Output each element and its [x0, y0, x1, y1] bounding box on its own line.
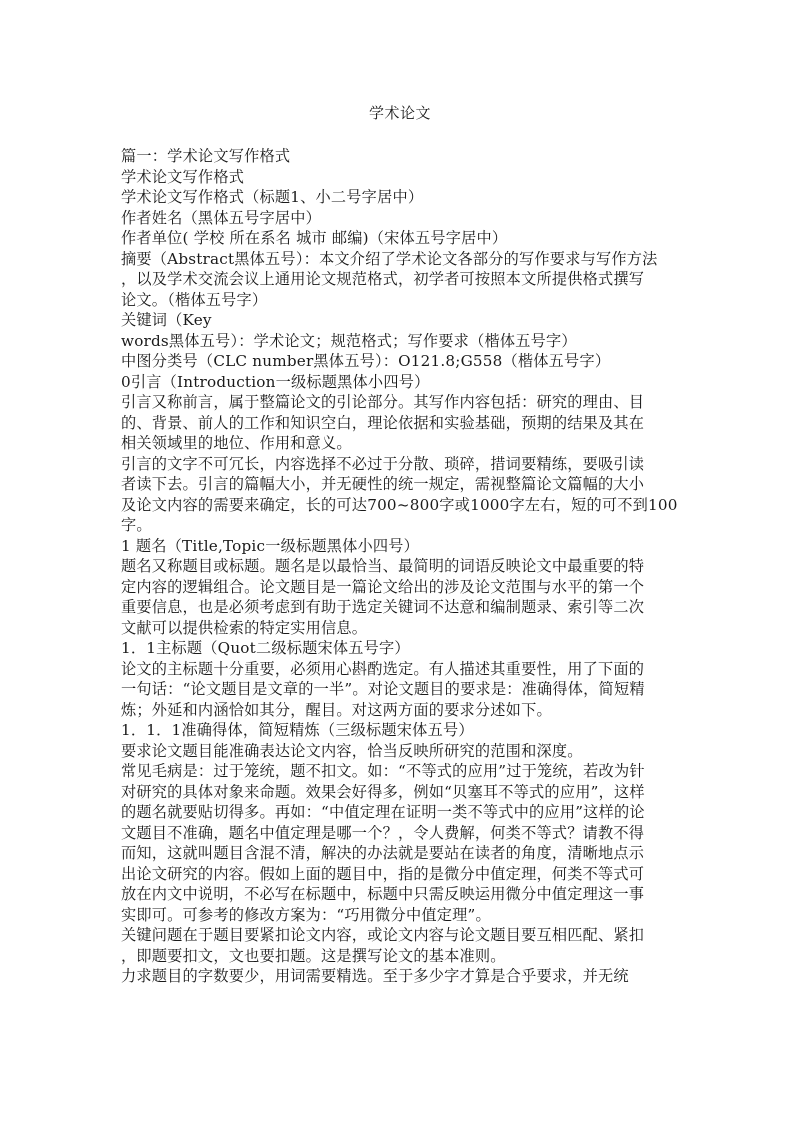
body-line: 力求题目的字数要少，用词需要精选。至于多少字才算是合乎要求，并无统	[121, 967, 629, 985]
body-line: 的、背景、前人的工作和知识空白，理论依据和实验基础，预期的结果及其在	[121, 413, 645, 432]
body-line: 1．1．1准确得体，简短精炼（三级标题宋体五号）	[121, 721, 474, 739]
body-line: 论文的主标题十分重要，必须用心斟酌选定。有人描述其重要性，用了下面的	[121, 659, 645, 678]
body-line: 定内容的逻辑组合。论文题目是一篇论文给出的涉及论文范围与水平的第一个	[121, 577, 645, 596]
document-body	[121, 146, 681, 987]
body-line: 要求论文题目能准确表达论文内容，恰当反映所研究的范围和深度。	[121, 741, 583, 760]
body-line: 1 题名（Title,Topic一级标题黑体小四号）	[121, 536, 420, 555]
body-line: words黑体五号）：学术论文；规范格式；写作要求（楷体五号字）	[121, 331, 577, 350]
body-line: 题名又称题目或标题。题名是以最恰当、最简明的词语反映论文中最重要的特	[121, 557, 645, 575]
body-line: 出论文研究的内容。假如上面的题目中，指的是微分中值定理，何类不等式可	[121, 864, 645, 883]
body-line: 0引言（Introduction一级标题黑体小四号）	[121, 372, 430, 391]
body-line: 摘要（Abstract黑体五号）：本文介绍了学术论文各部分的写作要求与写作方法	[121, 249, 658, 268]
body-line: 学术论文写作格式（标题1、小二号字居中）	[121, 188, 424, 206]
body-line: 文题目不准确，题名中值定理是哪一个？，令人费解，何类不等式？请教不得	[121, 823, 645, 842]
body-line: 引言的文字不可冗长，内容选择不必过于分散、琐碎，措词要精练，要吸引读	[121, 454, 645, 473]
body-line: 学术论文写作格式	[121, 167, 245, 186]
body-line: 篇一：学术论文写作格式	[121, 147, 291, 165]
body-line: 中图分类号（CLC number黑体五号）：O121.8;G558（楷体五号字）	[121, 352, 611, 370]
body-line: 的题名就要贴切得多。再如：“中值定理在证明一类不等式中的应用”这样的论	[121, 803, 645, 821]
body-line: 一句话：“论文题目是文章的一半”。对论文题目的要求是：准确得体，简短精	[121, 680, 645, 698]
body-line: 而知，这就叫题目含混不清，解决的办法就是要站在读者的角度，清晰地点示	[121, 844, 645, 862]
document-title: 学术论文	[368, 104, 431, 122]
body-line: 者读下去。引言的篇幅大小，并无硬性的统一规定，需视整篇论文篇幅的大小	[121, 475, 645, 493]
body-line: 及论文内容的需要来确定，长的可达700~800字或1000字左右，短的可不到100	[121, 495, 678, 514]
body-line: 引言又称前言，属于整篇论文的引论部分。其写作内容包括：研究的理由、目	[121, 393, 645, 411]
body-line: 作者单位( 学校 所在系名 城市 邮编)（宋体五号字居中）	[121, 229, 508, 247]
body-line: 相关领域里的地位、作用和意义。	[121, 434, 352, 452]
body-line: 常见毛病是：过于笼统，题不扣文。如：“不等式的应用”过于笼统，若改为针	[121, 762, 645, 780]
body-line: 论文。（楷体五号字）	[121, 290, 268, 309]
body-line: ，以及学术交流会议上通用论文规范格式，初学者可按照本文所提供格式撰写	[121, 270, 645, 288]
body-line: 重要信息，也是必须考虑到有助于选定关键词不达意和编制题录、索引等二次	[121, 598, 645, 616]
body-line: 作者姓名（黑体五号字居中）	[121, 208, 322, 227]
body-line: 1．1主标题（Quot二级标题宋体五号字）	[121, 639, 410, 657]
body-line: 关键词（Key	[121, 311, 212, 329]
body-line: ，即题要扣文，文也要扣题。这是撰写论文的基本准则。	[121, 946, 506, 965]
body-line: 文献可以提供检索的特定实用信息。	[121, 618, 368, 637]
body-line: 炼；外延和内涵恰如其分，醒目。对这两方面的要求分述如下。	[121, 700, 552, 719]
body-line: 实即可。可参考的修改方案为：“巧用微分中值定理”。	[121, 905, 491, 924]
body-line: 放在内文中说明，不必写在标题中，标题中只需反映运用微分中值定理这一事	[121, 885, 645, 903]
body-line: 对研究的具体对象来命题。效果会好得多，例如“贝塞耳不等式的应用”，这样	[121, 782, 645, 801]
body-line: 关键问题在于题目要紧扣论文内容，或论文内容与论文题目要互相匹配、紧扣	[121, 926, 645, 944]
body-line: 字。	[121, 516, 152, 534]
